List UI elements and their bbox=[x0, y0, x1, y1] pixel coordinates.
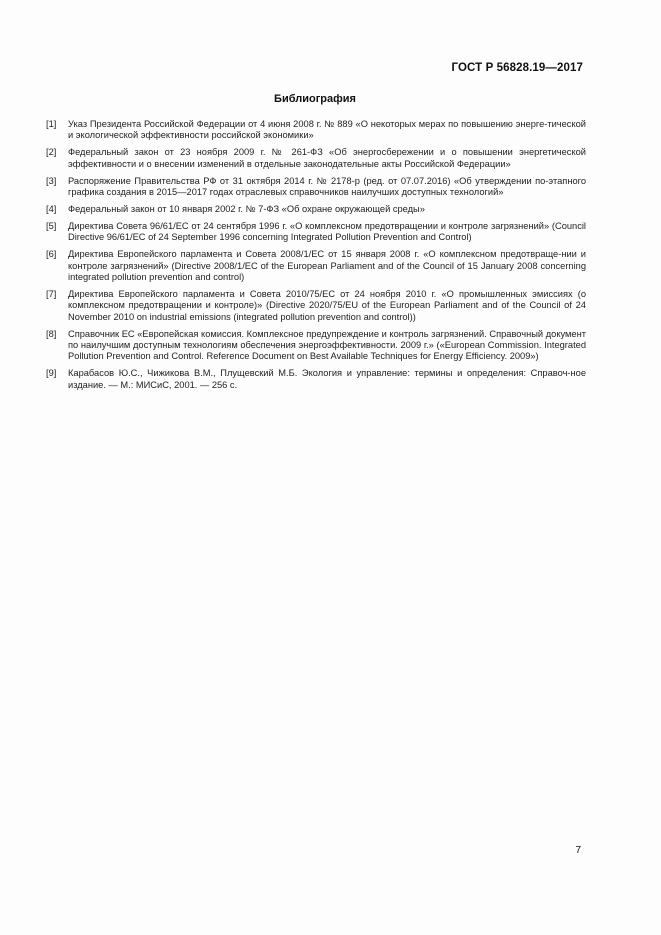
reference-item-1 bbox=[46, 119, 586, 142]
reference-number: [9] bbox=[46, 368, 57, 379]
reference-number: [6] bbox=[46, 249, 57, 260]
reference-number: [7] bbox=[46, 288, 57, 299]
reference-number: [2] bbox=[46, 147, 57, 158]
reference-text: Распоряжение Правительства РФ от 31 октября 2014 г. № 2178-р (ред. от 07.07.2016) «Об утверждении по-этапного графика создания в 2015—2017 годах отраслевых справочников наилучших доступных технологий» bbox=[68, 175, 586, 198]
reference-text: Федеральный закон от 23 ноября 2009 г. № 261-ФЗ «Об энергосбережении и о повышении энергетической эффективности и о внесении изменений в отдельные законодательные акты Российской Федерации» bbox=[68, 147, 586, 169]
reference-number: [8] bbox=[46, 328, 57, 339]
reference-item-7 bbox=[46, 289, 586, 323]
bibliography-title: Библиография bbox=[274, 93, 356, 105]
reference-item-5 bbox=[46, 221, 586, 244]
reference-number: [5] bbox=[46, 220, 57, 231]
reference-text: Указ Президента Российской Федерации от 4 июня 2008 г. № 889 «О некоторых мерах по повышению энерге-тической и экологической эффективности российской экономики» bbox=[68, 119, 586, 141]
reference-item-3 bbox=[46, 176, 586, 199]
reference-number: [4] bbox=[46, 203, 57, 214]
reference-text: Директива Европейского парламента и Совета 2010/75/ЕС от 24 ноября 2010 г. «О промышленных эмиссиях (о комплексном предотвращении и контроле)» (Directive 2020/75/EU of the European Parliament and of the Council of 24 November 2010 on industrial emissions (integrated pollution prevention and control)) bbox=[68, 288, 586, 322]
reference-text: Карабасов Ю.С., Чижикова В.М., Плущевский М.Б. Экология и управление: термины и определения: Справоч-ное издание. — М.: МИСиС, 2001. — 256 с. bbox=[68, 368, 586, 390]
reference-item-6 bbox=[46, 249, 586, 283]
reference-number: [1] bbox=[46, 119, 57, 129]
reference-text: Директива Европейского парламента и Совета 2008/1/ЕС от 15 января 2008 г. «О комплексном предотвраще-нии и контроле загрязнений» (Directive 2008/1/EC of the European Parliament and of the Council of 15 January 2008 concerning integrated pollution prevention and control) bbox=[68, 249, 586, 282]
reference-list bbox=[46, 119, 586, 397]
reference-text: Директива Совета 96/61/ЕС от 24 сентября 1996 г. «О комплексном предотвращении и контроле загрязнений» (Council Directive 96/61/EC of 24 September 1996 concerning Integrated Pollution Prevention and Control) bbox=[68, 220, 586, 243]
reference-item-2 bbox=[46, 147, 586, 170]
page-number: 7 bbox=[575, 845, 581, 856]
reference-item-8 bbox=[46, 329, 586, 363]
reference-number: [3] bbox=[46, 175, 57, 186]
reference-text: Федеральный закон от 10 января 2002 г. № 7-ФЗ «Об охране окружающей среды» bbox=[68, 203, 425, 214]
reference-text: Справочник ЕС «Европейская комиссия. Комплексное предупреждение и контроль загрязнений. Справочный документ по наилучшим доступным технологиям обеспечения энергоэффективности. 2009 г.» («European Commission. Integrated Pollution Prevention and Control. Reference Document on Best Available Techniques for Energy Efficiency. 2009») bbox=[68, 328, 586, 362]
reference-item-4 bbox=[46, 204, 586, 215]
reference-item-9 bbox=[46, 368, 586, 391]
document-code: ГОСТ Р 56828.19—2017 bbox=[451, 62, 583, 74]
